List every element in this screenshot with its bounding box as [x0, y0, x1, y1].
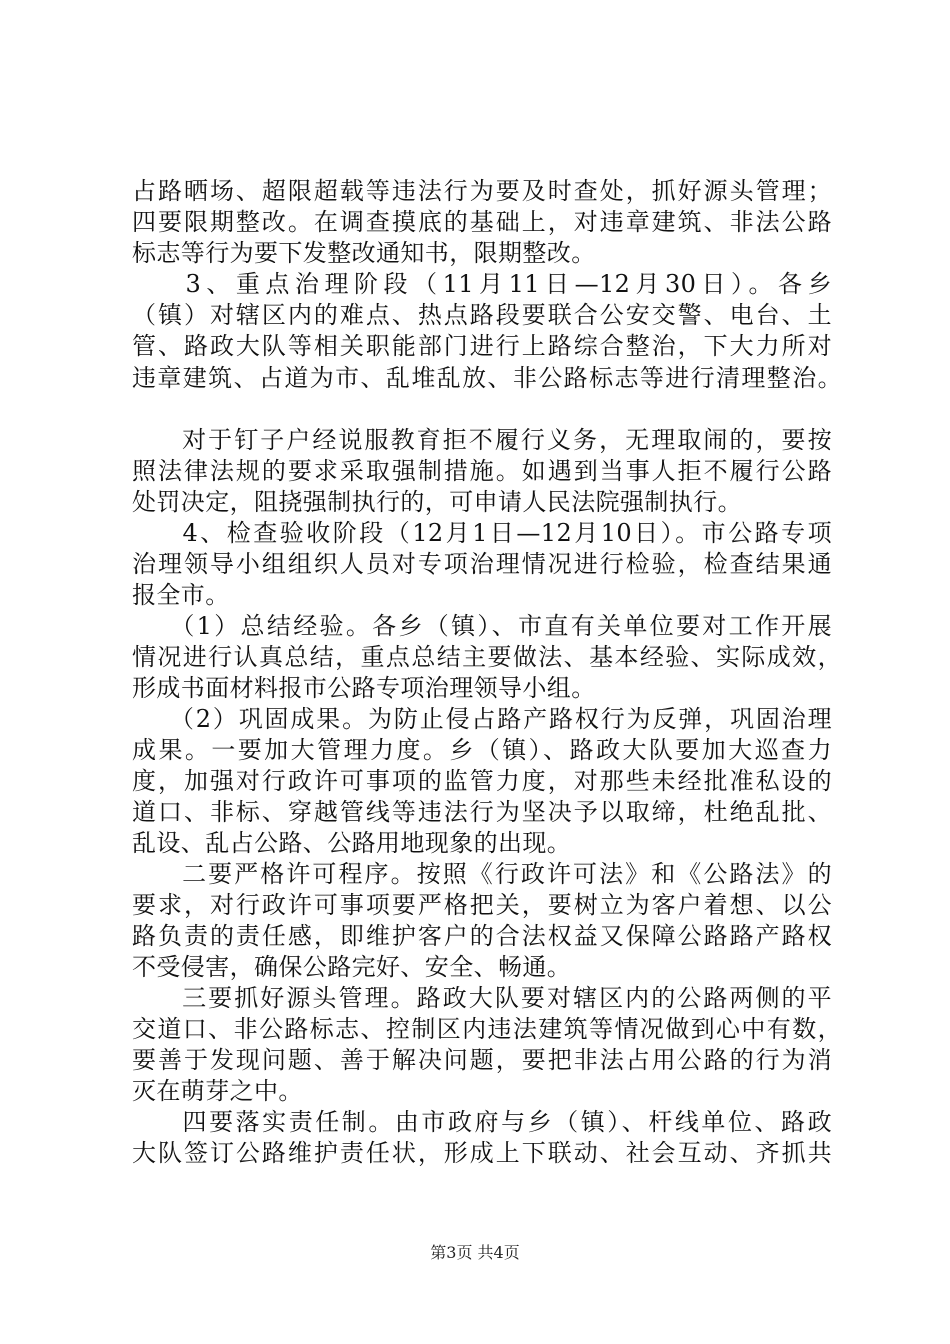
body-text-line: 治理领导小组组织人员对专项治理情况进行检验，检查结果通 — [132, 550, 832, 578]
body-text-line: 二要严格许可程序。按照《行政许可法》和《公路法》的 — [156, 860, 832, 888]
body-text-line: 3、重点治理阶段（11月11日—12月30日）。各乡 — [156, 270, 832, 298]
body-text-line: 道口、非标、穿越管线等违法行为坚决予以取缔，杜绝乱批、 — [132, 798, 832, 826]
body-text-line: 管、路政大队等相关职能部门进行上路综合整治，下大力所对 — [132, 332, 832, 360]
body-text-line: 情况进行认真总结，重点总结主要做法、基本经验、实际成效， — [132, 643, 842, 671]
body-text-line: 不受侵害，确保公路完好、安全、畅通。 — [132, 953, 572, 981]
body-text-line: 形成书面材料报市公路专项治理领导小组。 — [132, 674, 596, 702]
body-text-line: 交道口、非公路标志、控制区内违法建筑等情况做到心中有数， — [132, 1015, 842, 1043]
body-text-line: 成果。一要加大管理力度。乡（镇）、路政大队要加大巡查力 — [132, 736, 832, 764]
body-text-line: 四要限期整改。在调查摸底的基础上，对违章建筑、非法公路 — [132, 208, 832, 236]
body-text-line: 度，加强对行政许可事项的监管力度，对那些未经批准私设的 — [132, 767, 832, 795]
body-text-line: 乱设、乱占公路、公路用地现象的出现。 — [132, 829, 572, 857]
body-text-line: 标志等行为要下发整改通知书，限期整改。 — [132, 239, 596, 267]
body-text-line: 对于钉子户经说服教育拒不履行义务，无理取闹的，要按 — [156, 426, 832, 454]
body-text-line: 四要落实责任制。由市政府与乡（镇）、杆线单位、路政 — [156, 1108, 832, 1136]
body-text-line: 4、检查验收阶段（12月1日—12月10日）。市公路专项 — [156, 519, 832, 547]
body-text-line: 处罚决定，阻挠强制执行的，可申请人民法院强制执行。 — [132, 488, 742, 516]
body-text-line: 路负责的责任感，即维护客户的合法权益又保障公路路产路权 — [132, 922, 832, 950]
body-text-line: （1）总结经验。各乡（镇）、市直有关单位要对工作开展 — [156, 612, 832, 640]
page-footer: 第3页 共4页 — [430, 1243, 520, 1262]
body-text-line: 灭在萌芽之中。 — [132, 1077, 303, 1105]
body-text-line: 大队签订公路维护责任状，形成上下联动、社会互动、齐抓共 — [132, 1139, 832, 1167]
body-text-line: （镇）对辖区内的难点、热点路段要联合公安交警、电台、土 — [132, 301, 832, 329]
body-text-line: 报全市。 — [132, 581, 230, 609]
body-text-line: 三要抓好源头管理。路政大队要对辖区内的公路两侧的平 — [156, 984, 832, 1012]
body-text-line: 违章建筑、占道为市、乱堆乱放、非公路标志等进行清理整治。 — [132, 364, 842, 392]
body-text-line: （2）巩固成果。为防止侵占路产路权行为反弹，巩固治理 — [156, 705, 832, 733]
body-text-line: 照法律法规的要求采取强制措施。如遇到当事人拒不履行公路 — [132, 457, 832, 485]
body-text-line: 要善于发现问题、善于解决问题，要把非法占用公路的行为消 — [132, 1046, 832, 1074]
body-text-line: 要求，对行政许可事项要严格把关，要树立为客户着想、以公 — [132, 891, 832, 919]
body-text-line: 占路晒场、超限超载等违法行为要及时查处，抓好源头管理； — [132, 177, 832, 205]
